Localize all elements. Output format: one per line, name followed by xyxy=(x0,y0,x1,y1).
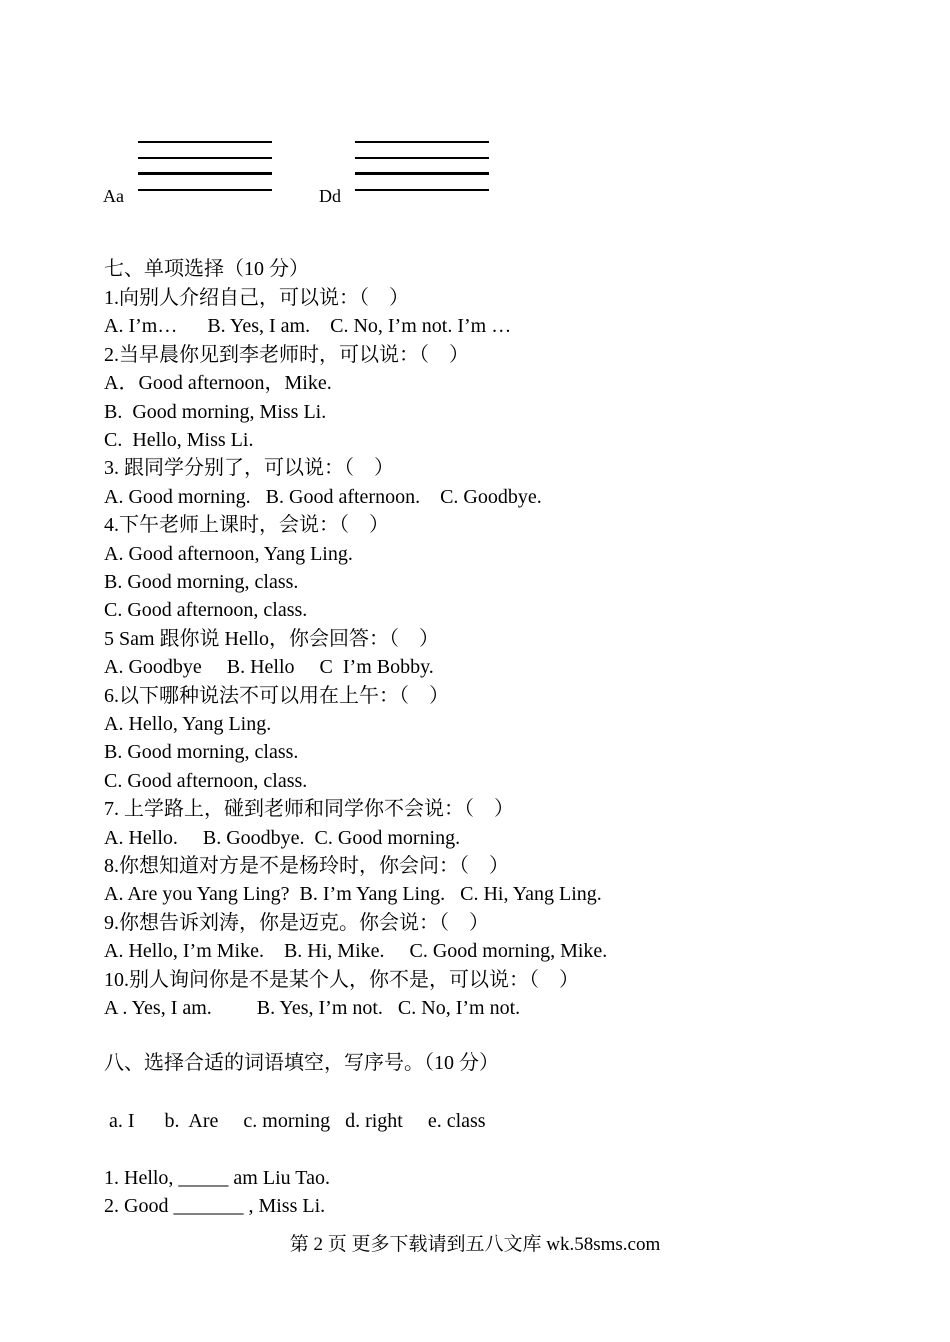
answer-options: A. Are you Yang Ling? B. I’m Yang Ling. C. Hi, Yang Ling. xyxy=(104,883,602,905)
question-text: 7. 上学路上，碰到老师和同学你不会说：（ ） xyxy=(104,798,514,820)
question-text: 4.下午老师上课时，会说：（ ） xyxy=(104,514,389,536)
answer-options: A. I’m… B. Yes, I am. C. No, I’m not. I’m … xyxy=(104,315,512,337)
answer-options: A．Good afternoon，Mike. xyxy=(104,372,332,394)
section7-heading: 七、单项选择（10 分） xyxy=(104,258,309,280)
question-text: 2.当早晨你见到李老师时，可以说：（ ） xyxy=(104,344,469,366)
writing-grid-aa xyxy=(138,141,272,193)
answer-options: C. Good afternoon, class. xyxy=(104,770,308,792)
page-footer: 第 2 页 更多下载请到五八文库 wk.58sms.com xyxy=(289,1234,661,1255)
question-text: 6.以下哪种说法不可以用在上午：（ ） xyxy=(104,685,449,707)
fill-blank-question: 1. Hello, _____ am Liu Tao. xyxy=(104,1167,330,1189)
answer-options: A. Good afternoon, Yang Ling. xyxy=(104,543,353,565)
fill-blank-question: 2. Good _______ , Miss Li. xyxy=(104,1195,326,1217)
question-text: 1.向别人介绍自己，可以说：（ ） xyxy=(104,287,409,309)
writing-grid-dd xyxy=(355,141,489,193)
question-text: 9.你想告诉刘涛，你是迈克。你会说：（ ） xyxy=(104,912,489,934)
answer-options: A . Yes, I am. B. Yes, I’m not. C. No, I’m not. xyxy=(104,997,521,1019)
answer-options: C. Hello, Miss Li. xyxy=(104,429,254,451)
question-text: 10.别人询问你是不是某个人，你不是，可以说：（ ） xyxy=(104,969,579,991)
question-text: 5 Sam 跟你说 Hello，你会回答：（ ） xyxy=(104,628,439,650)
word-bank: a. I b. Are c. morning d. right e. class xyxy=(104,1110,486,1132)
answer-options: B. Good morning, Miss Li. xyxy=(104,401,327,423)
writing-letters-aa: Aa xyxy=(103,186,124,206)
answer-options: B. Good morning, class. xyxy=(104,741,299,763)
section8-heading: 八、选择合适的词语填空，写序号。（10 分） xyxy=(104,1052,499,1074)
answer-options: C. Good afternoon, class. xyxy=(104,599,308,621)
question-text: 8.你想知道对方是不是杨玲时，你会问：（ ） xyxy=(104,855,509,877)
answer-options: B. Good morning, class. xyxy=(104,571,299,593)
answer-options: A. Hello. B. Goodbye. C. Good morning. xyxy=(104,827,461,849)
answer-options: A. Goodbye B. Hello C I’m Bobby. xyxy=(104,656,434,678)
writing-letters-dd: Dd xyxy=(319,186,341,206)
question-text: 3. 跟同学分别了，可以说：（ ） xyxy=(104,457,394,479)
answer-options: A. Hello, Yang Ling. xyxy=(104,713,272,735)
answer-options: A. Hello, I’m Mike. B. Hi, Mike. C. Good morning, Mike. xyxy=(104,940,608,962)
answer-options: A. Good morning. B. Good afternoon. C. Goodbye. xyxy=(104,486,542,508)
